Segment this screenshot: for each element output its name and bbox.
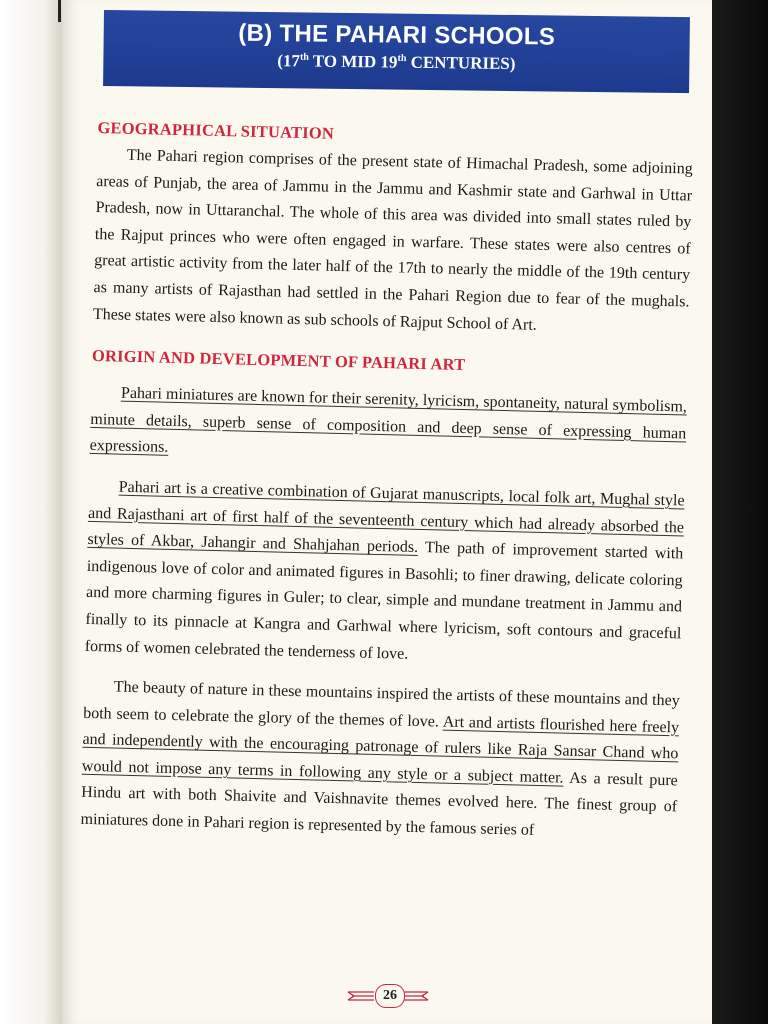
page-number-ornament: [346, 982, 430, 1010]
page-left-margin: [0, 0, 62, 1024]
paragraph-geographical: The Pahari region comprises of the present state of Himachal Pradesh, some adjoining areas of Punjab, the area of Jammu in the Jammu and Kashmir state and Garhwal in Uttar Pradesh, now in Uttaranchal. The whole of this area was divided into small states ruled by the Rajput princes who were often engaged in warfare. These states were also centres of great artistic activity from the later half of the 17th to nearly the middle of the 19th century as many artists of Rajasthan had settled in the Pahari Region due to fear of the mughals. These states were also known as sub schools of Rajput School of Art.: [92, 146, 693, 334]
chapter-title: (B) THE PAHARI SCHOOLS: [238, 19, 556, 51]
section-heading-origin: ORIGIN AND DEVELOPMENT OF PAHARI ART: [91, 346, 466, 375]
section-heading-geographical: GEOGRAPHICAL SITUATION: [97, 117, 335, 143]
paragraph-nature: The beauty of nature in these mountains inspired the artists of these mountains and they both seem to celebrate the glory of the themes of love. Art and artists flourished here freely and independently with the encouraging patronage of rulers like Raja Sansar Chand who would not impose any terms in following any style or a subject matter. As a result pure Hindu art with both Shaivite and Vaishnavite themes evolved here. The finest group of miniatures done in Pahari region is represented by the famous series of: [80, 678, 680, 839]
underlined-text: Pahari miniatures are known for their serenity, lyricism, spontaneity, natural symbolism, minute details, superb sense of composition and deep sense of expressing human expressions.: [89, 384, 688, 457]
page-content: [80, 108, 694, 848]
chapter-banner: [103, 10, 690, 93]
binding-mark: [58, 0, 61, 22]
underlined-text: Art and artists flourished here freely and independently with the encouraging patronage of rulers like Raja Sansar Chand who would not impose any terms in following any style or a subject matter.: [81, 713, 680, 787]
paragraph-combination: Pahari art is a creative combination of Gujarat manuscripts, local folk art, Mughal style and Rajasthani art of first half of the seventeenth century which had already absorbed the styles of Akbar, Jahangir and Shahjahan periods. The path of improvement started with indigenous love of color and animated figures in Basohli; to finer drawing, delicate coloring and more charming figures in Guler; to clear, simple and mundane treatment in Jammu and finally to its pinnacle at Kangra and Garhwal where lyricism, soft contours and graceful forms of women celebrated the tenderness of love.: [84, 478, 685, 663]
chapter-subtitle: (17th TO MID 19th CENTURIES): [277, 51, 516, 74]
underlined-text: Pahari art is a creative combination of Gujarat manuscripts, local folk art, Mughal style and Rajasthani art of first half of the seventeenth century which had already absorbed the styles of Akbar, Jahangir and Shahjahan periods.: [87, 478, 685, 557]
page-number: 26: [375, 984, 405, 1008]
dark-background-edge: [712, 0, 768, 1024]
paragraph-miniatures: [89, 380, 687, 474]
